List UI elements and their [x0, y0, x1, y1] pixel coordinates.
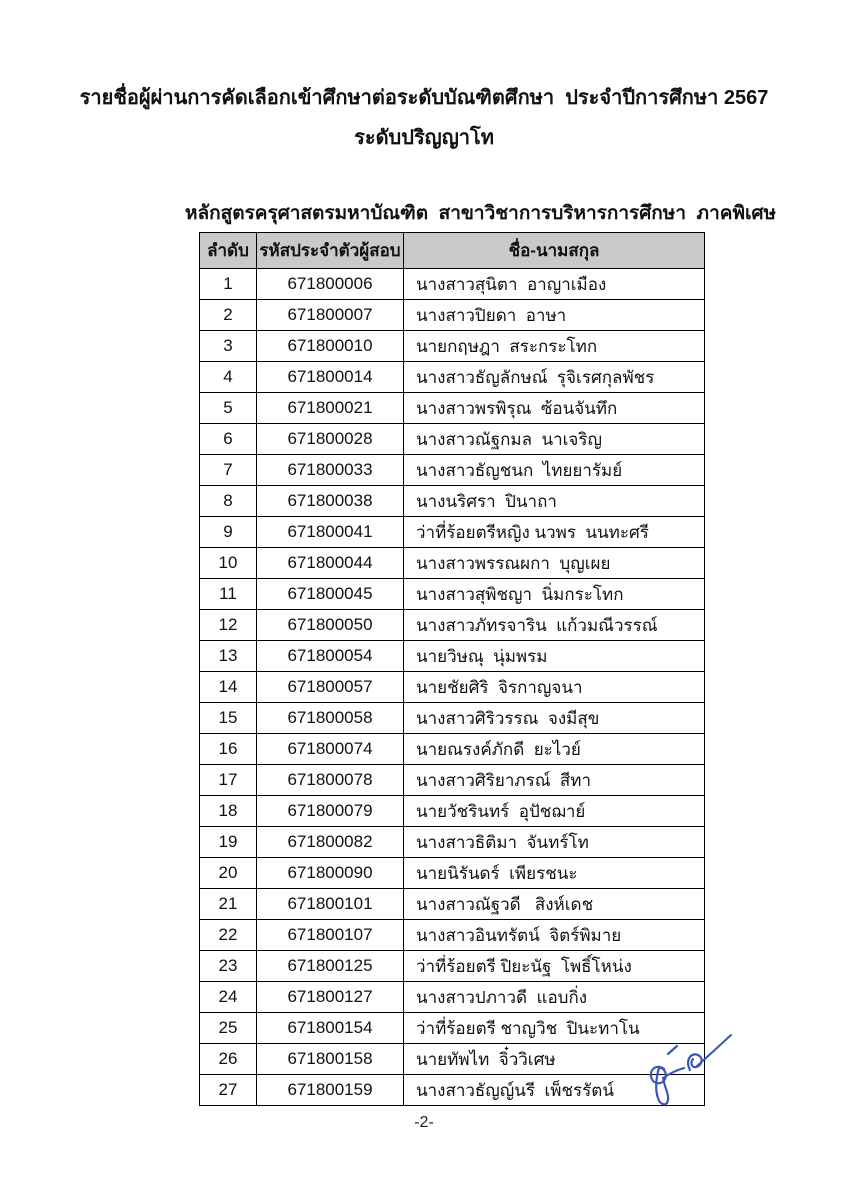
exam-id-cell: 671800058 — [257, 703, 404, 734]
name-cell: นายกฤษฎา สระกระโทก — [404, 331, 705, 362]
exam-id-cell: 671800090 — [257, 858, 404, 889]
order-cell: 23 — [200, 951, 257, 982]
table-row — [200, 672, 705, 703]
name-cell: นางสาวสุพิชญา นิ่มกระโทก — [404, 579, 705, 610]
name-cell: นางสาวศิริวรรณ จงมีสุข — [404, 703, 705, 734]
exam-id-cell: 671800054 — [257, 641, 404, 672]
exam-id-cell: 671800159 — [257, 1075, 404, 1106]
exam-id-cell: 671800082 — [257, 827, 404, 858]
table-row — [200, 486, 705, 517]
exam-id-cell: 671800107 — [257, 920, 404, 951]
table-row — [200, 920, 705, 951]
order-cell: 21 — [200, 889, 257, 920]
table-row — [200, 300, 705, 331]
name-cell: นางสาวธัญลักษณ์ รุจิเรศกุลพัชร — [404, 362, 705, 393]
exam-id-cell: 671800007 — [257, 300, 404, 331]
exam-id-cell: 671800050 — [257, 610, 404, 641]
order-cell: 12 — [200, 610, 257, 641]
order-cell: 10 — [200, 548, 257, 579]
results-table — [199, 232, 705, 1106]
exam-id-cell: 671800045 — [257, 579, 404, 610]
order-cell: 4 — [200, 362, 257, 393]
name-cell: นางสาวพรพิรุณ ซ้อนจันทึก — [404, 393, 705, 424]
exam-id-cell: 671800021 — [257, 393, 404, 424]
order-cell: 20 — [200, 858, 257, 889]
table-row — [200, 362, 705, 393]
column-header-name: ชื่อ-นามสกุล — [404, 233, 705, 269]
name-cell: นางสาวปภาวดี แอบกิ่ง — [404, 982, 705, 1013]
exam-id-cell: 671800006 — [257, 269, 404, 300]
table-row — [200, 269, 705, 300]
order-cell: 18 — [200, 796, 257, 827]
table-row — [200, 424, 705, 455]
order-cell: 1 — [200, 269, 257, 300]
table-row — [200, 703, 705, 734]
order-cell: 9 — [200, 517, 257, 548]
document-subtitle: ระดับปริญญาโท — [354, 127, 494, 149]
name-cell: นางสาวพรรณผกา บุญเผย — [404, 548, 705, 579]
column-header-exam-id: รหัสประจำตัวผู้สอบ — [257, 233, 404, 269]
name-cell: นางสาวณัฐวดี สิงห์เดช — [404, 889, 705, 920]
document-title: รายชื่อผู้ผ่านการคัดเลือกเข้าศึกษาต่อระดับบัณฑิตศึกษา ประจำปีการศึกษา 2567 — [79, 87, 769, 109]
name-cell: นายนิรันดร์ เพียรชนะ — [404, 858, 705, 889]
name-cell: ว่าที่ร้อยตรี ปิยะนัฐ โพธิ์โหน่ง — [404, 951, 705, 982]
order-cell: 8 — [200, 486, 257, 517]
exam-id-cell: 671800010 — [257, 331, 404, 362]
order-cell: 17 — [200, 765, 257, 796]
page-number: -2- — [414, 1114, 434, 1131]
name-cell: นายชัยศิริ จิรกาญจนา — [404, 672, 705, 703]
order-cell: 13 — [200, 641, 257, 672]
name-cell: นายวิษณุ นุ่มพรม — [404, 641, 705, 672]
order-cell: 14 — [200, 672, 257, 703]
name-cell: นายณรงค์ภักดี ยะไวย์ — [404, 734, 705, 765]
order-cell: 2 — [200, 300, 257, 331]
table-row — [200, 951, 705, 982]
table-row — [200, 393, 705, 424]
table-row — [200, 517, 705, 548]
name-cell: นางสาวอินทรัตน์ จิตร์พิมาย — [404, 920, 705, 951]
exam-id-cell: 671800158 — [257, 1044, 404, 1075]
exam-id-cell: 671800038 — [257, 486, 404, 517]
table-row — [200, 982, 705, 1013]
order-cell: 7 — [200, 455, 257, 486]
table-row — [200, 858, 705, 889]
table-row — [200, 548, 705, 579]
order-cell: 16 — [200, 734, 257, 765]
name-cell: ว่าที่ร้อยตรีหญิง นวพร นนทะศรี — [404, 517, 705, 548]
name-cell: นางสาวธัญญ์นรี เพ็ชรรัตน์ — [404, 1075, 705, 1106]
column-header-order: ลำดับ — [200, 233, 257, 269]
order-cell: 24 — [200, 982, 257, 1013]
name-cell: นายทัพไท จิ๋ววิเศษ — [404, 1044, 705, 1075]
table-row — [200, 827, 705, 858]
exam-id-cell: 671800033 — [257, 455, 404, 486]
order-cell: 11 — [200, 579, 257, 610]
name-cell: นางสาวธัญชนก ไทยยารัมย์ — [404, 455, 705, 486]
exam-id-cell: 671800074 — [257, 734, 404, 765]
order-cell: 6 — [200, 424, 257, 455]
name-cell: นายวัชรินทร์ อุปัชฌาย์ — [404, 796, 705, 827]
table-row — [200, 765, 705, 796]
order-cell: 5 — [200, 393, 257, 424]
order-cell: 26 — [200, 1044, 257, 1075]
table-row — [200, 1044, 705, 1075]
order-cell: 22 — [200, 920, 257, 951]
table-header-row — [200, 233, 705, 269]
exam-id-cell: 671800028 — [257, 424, 404, 455]
table-row — [200, 331, 705, 362]
exam-id-cell: 671800125 — [257, 951, 404, 982]
exam-id-cell: 671800014 — [257, 362, 404, 393]
order-cell: 25 — [200, 1013, 257, 1044]
name-cell: นางสาวธิติมา จันทร์โท — [404, 827, 705, 858]
exam-id-cell: 671800127 — [257, 982, 404, 1013]
results-table-body — [200, 269, 705, 1106]
name-cell: นางสาวณัฐกมล นาเจริญ — [404, 424, 705, 455]
table-row — [200, 889, 705, 920]
table-row — [200, 1013, 705, 1044]
order-cell: 15 — [200, 703, 257, 734]
table-row — [200, 610, 705, 641]
order-cell: 27 — [200, 1075, 257, 1106]
exam-id-cell: 671800057 — [257, 672, 404, 703]
name-cell: นางสาวปิยดา อาษา — [404, 300, 705, 331]
name-cell: นางนริศรา ปินาถา — [404, 486, 705, 517]
table-row — [200, 796, 705, 827]
table-row — [200, 455, 705, 486]
exam-id-cell: 671800154 — [257, 1013, 404, 1044]
name-cell: นางสาวสุนิตา อาญาเมือง — [404, 269, 705, 300]
table-row — [200, 579, 705, 610]
exam-id-cell: 671800044 — [257, 548, 404, 579]
document-title-block — [0, 86, 848, 150]
order-cell: 3 — [200, 331, 257, 362]
table-row — [200, 734, 705, 765]
exam-id-cell: 671800078 — [257, 765, 404, 796]
table-row — [200, 641, 705, 672]
name-cell: ว่าที่ร้อยตรี ชาญวิช ปินะทาโน — [404, 1013, 705, 1044]
name-cell: นางสาวศิริยาภรณ์ สีทา — [404, 765, 705, 796]
exam-id-cell: 671800041 — [257, 517, 404, 548]
exam-id-cell: 671800079 — [257, 796, 404, 827]
table-row — [200, 1075, 705, 1106]
order-cell: 19 — [200, 827, 257, 858]
program-section-heading: หลักสูตรครุศาสตรมหาบัณฑิต สาขาวิชาการบริหารการศึกษา ภาคพิเศษ — [185, 203, 777, 224]
exam-id-cell: 671800101 — [257, 889, 404, 920]
name-cell: นางสาวภัทรจาริน แก้วมณีวรรณ์ — [404, 610, 705, 641]
